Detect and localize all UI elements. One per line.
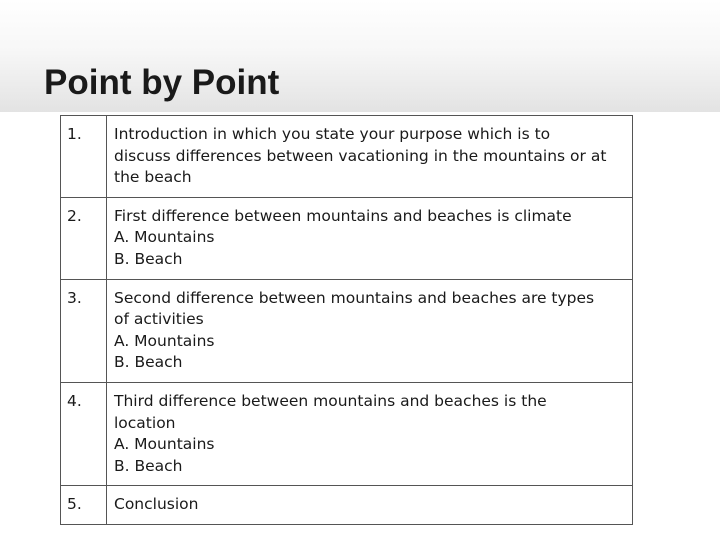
row-text <box>107 197 633 279</box>
row-text-line: A. Mountains <box>114 228 215 247</box>
row-number: 3. <box>61 279 107 382</box>
row-text-line: First difference between mountains and beaches is climate <box>114 206 572 225</box>
row-text-line: B. Beach <box>114 353 183 372</box>
table-row <box>61 486 633 525</box>
row-text <box>107 486 633 525</box>
row-text-line: Conclusion <box>114 495 199 514</box>
row-number: 1. <box>61 116 107 198</box>
row-text <box>107 382 633 485</box>
row-text <box>107 116 633 198</box>
row-text-line: discuss differences between vacationing in the mountains or at <box>114 146 607 165</box>
row-text-line: Introduction in which you state your purpose which is to <box>114 125 551 143</box>
row-text-line: the beach <box>114 168 192 187</box>
row-text-line: A. Mountains <box>114 435 215 454</box>
row-text-line: Third difference between mountains and beaches is the <box>114 391 547 410</box>
row-text <box>107 279 633 382</box>
outline-table <box>60 115 633 525</box>
table-row <box>61 382 633 485</box>
row-number: 2. <box>61 197 107 279</box>
row-number: 4. <box>61 382 107 485</box>
row-text-line: B. Beach <box>114 249 183 268</box>
row-text-line: Second difference between mountains and beaches are types <box>114 288 595 307</box>
table-row <box>61 197 633 279</box>
table-row <box>61 279 633 382</box>
row-text-line: location <box>114 413 176 432</box>
row-text-line: B. Beach <box>114 456 183 475</box>
table-row <box>61 116 633 198</box>
slide-title: Point by Point <box>44 63 280 102</box>
row-text-line: of activities <box>114 310 204 329</box>
row-text-line: A. Mountains <box>114 331 215 350</box>
row-number: 5. <box>61 486 107 525</box>
